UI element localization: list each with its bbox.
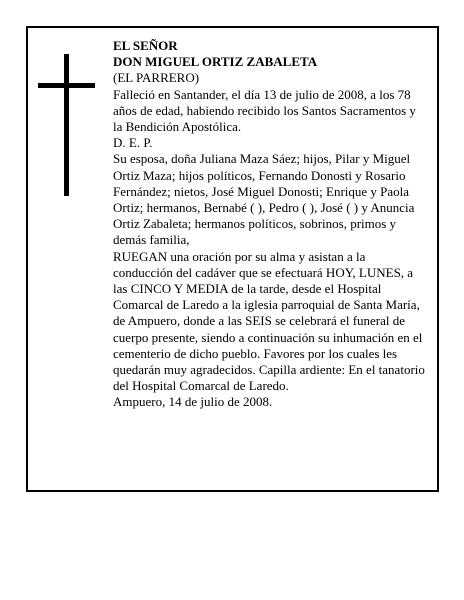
- dep-text: D. E. P.: [113, 135, 153, 151]
- death-info: Falleció en Santander, el día 13 de julio de 2008, a los 78 años de edad, habiendo recibido los Santos Sacramentos y la Bendición Apostólica.: [113, 86, 416, 135]
- cross-horizontal-bar: [38, 83, 95, 88]
- cross-vertical-bar: [64, 54, 69, 196]
- heading-title: EL SEÑOR: [113, 38, 178, 53]
- obituary-text: [113, 38, 425, 411]
- family-list: Su esposa, doña Juliana Maza Sáez; hijos, Pilar y Miguel Ortiz Maza; hijos políticos, Fernando Donosti y Rosario Fernández; nietos, José Miguel Donosti; Enrique y Paola Ortiz; hermanos, Bernabé ( ), Pedro ( ), José ( ) y Anuncia Ortiz Zabaleta; hermanos políticos, sobrinos, primos y demás familia,: [113, 151, 415, 248]
- nickname: (EL PARRERO): [113, 70, 200, 86]
- deceased-name: DON MIGUEL ORTIZ ZABALETA: [113, 54, 318, 70]
- funeral-request: RUEGAN una oración por su alma y asistan a la conducción del cadáver que se efectuará HOY, LUNES, a las CINCO Y MEDIA de la tarde, desde el Hospital Comarcal de Laredo a la iglesia parroquial de Santa María, de Ampuero, donde a las SEIS se celebrará el funeral de cuerpo presente, siendo a continuación su inhumación en el cementerio de dicho pueblo. Favores por los cuales les quedarán muy agradecidos. Capilla ardiente: En el tanatorio del Hospital Comarcal de Laredo.: [113, 248, 425, 394]
- place-date: Ampuero, 14 de julio de 2008.: [113, 394, 273, 410]
